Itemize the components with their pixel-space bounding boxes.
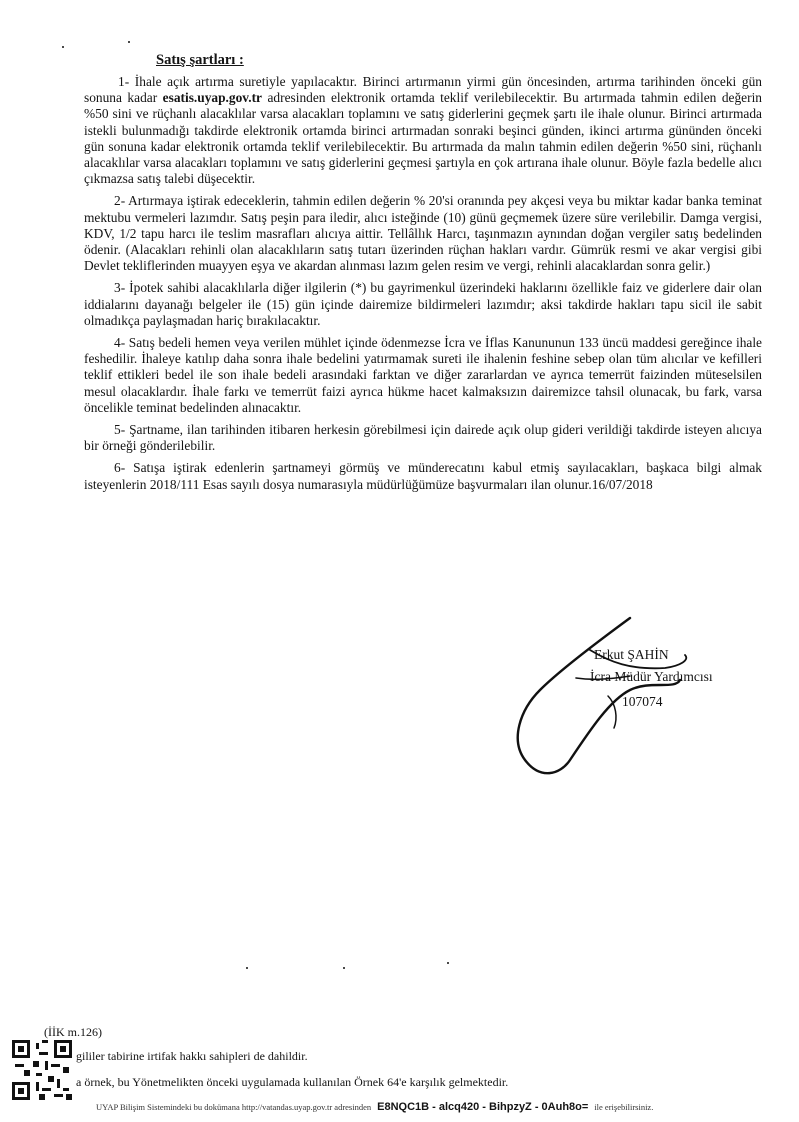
scan-speck [128,41,130,43]
term-1-text-a: 1- İhale açık artırma suretiyle yapılacaktır. Birinci artırmanın yirmi gün öncesinden, artırma tarihinden önceki gün sonuna kadar [84,74,762,106]
term-paragraph-3: 3- İpotek sahibi alacaklılarla diğer ilgilerin (*) bu gayrimenkul üzerindeki haklarını özellikle faiz ve giderlere dair olan iddialarını dayanağı belgeler ile (15) gün içinde dairemize bildirmeleri lazımdır; aksi takdirde hakları tapu sicil ile sabit olmadıkça paylaşmadan hariç bırakılacaktır. [84,280,762,328]
term-1-text-b: adresinden elektronik ortamda teklif verilebilecektir. Bu artırmada tahmin edilen değerin %50 sini ve rüçhanlı alacaklılar varsa alacakları toplamını ve satış giderlerini geçmek şartı ile ihale olunur. Birinci artırmada istekli bulunmadığı takdirde elektronik ortamda birinci artırmadan sonraki beşinci günden, ikinci artırma gününden önceki gün sonuna kadar elektronik ortamda teklif verilebilecektir. Bu artırmada da malın tahmin edilen değerin %50 sini, rüçhanlı alacaklılar varsa alacakları toplamını ve satış giderlerini geçmesi şartıyla en çok artırana ihale olunur. Böyle fazla bedelle alıcı çıkmazsa satış talebi düşecektir. [84,90,762,187]
verification-code: E8NQC1B - alcq420 - BihpzyZ - 0Auh8o= [377,1101,589,1113]
esatis-link[interactable]: esatis.uyap.gov.tr [162,90,262,106]
scan-speck [62,46,64,48]
section-heading: Satış şartları : [156,52,244,68]
verification-prefix: UYAP Bilişim Sistemindeki bu dokümana http://vatandas.uyap.gov.tr adresinden [96,1102,372,1112]
handwritten-signature [480,600,720,790]
signer-name: Erkut ŞAHİN [594,647,669,662]
verification-line [96,1097,653,1115]
law-reference: (İİK m.126) [44,1025,102,1039]
term-paragraph-4: 4- Satış bedeli hemen veya verilen mühlet içinde ödenmezse İcra ve İflas Kanununun 133 üncü maddesi gereğince ihale feshedilir. İhaleye katılıp daha sonra ihale bedelini yatırmamak sureti ile ihalenin feshine sebep olan tüm alıcılar ve kefilleri teklif ettikleri bedel ile son ihale bedeli arasındaki farktan ve diğer zararlardan ve ayrıca temerrüt faizinden müteselsilen mesul olacaklardır. İhale farkı ve temerrüt faizi ayrıca hükme hacet kalmaksızın dairemizce tahsil olunacak, bu fark, varsa öncelikle teminat bedelinden alınacaktır. [84,335,762,415]
term-paragraph-2: 2- Artırmaya iştirak edeceklerin, tahmin edilen değerin % 20'si oranında pey akçesi veya bu miktar kadar banka teminat mektubu vermeleri lazımdır. Satış peşin para iledir, alıcı isteğinde (10) günü geçmemek üzere süre verilebilir. Damga vergisi, KDV, 1/2 tapu harcı ile teslim masrafları alıcıya aittir. Tellâllık Harcı, taşınmazın aynından doğan vergiler satış bedelinden ödenir. (Alacakları rehinli olan alacaklıların satış tutarı üzerinden rüçhan hakları vardır. Gümrük resmi ve akar vergisi gibi Devlet tekliflerinden muayyen eşya ve akardan alınması lazım gelen resim ve vergi, rehinli alacaklardan sonra gelir.) [84,193,762,274]
term-paragraph-5: 5- Şartname, ilan tarihinden itibaren herkesin görebilmesi için dairede açık olup gideri verildiği takdirde isteyen alıcıya bir örneği gönderilebilir. [84,422,762,454]
verification-suffix: ile erişebilirsiniz. [594,1102,654,1112]
term-paragraph-6: 6- Satışa iştirak edenlerin şartnameyi görmüş ve münderecatını kabul etmiş sayılacakları, başkaca bilgi almak isteyenlerin 2018/111 Esas sayılı dosya numarasıyla müdürlüğümüze başvurmaları ilan olunur.16/07/2018 [84,460,762,492]
signer-title: İcra Müdür Yardımcısı [590,669,713,684]
qr-code [12,1040,72,1100]
scan-speck [246,967,248,969]
term-paragraph-1 [84,74,762,187]
footnote-1: gililer tabirine irtifak hakkı sahipleri de dahildir. [76,1049,308,1063]
signer-number: 107074 [622,694,663,709]
footnote-2: a örnek, bu Yönetmelikten önceki uygulamada kullanılan Örnek 64'e karşılık gelmektedir. [76,1075,509,1089]
terms-body [84,74,762,499]
scan-speck [343,967,345,969]
scan-speck [447,962,449,964]
